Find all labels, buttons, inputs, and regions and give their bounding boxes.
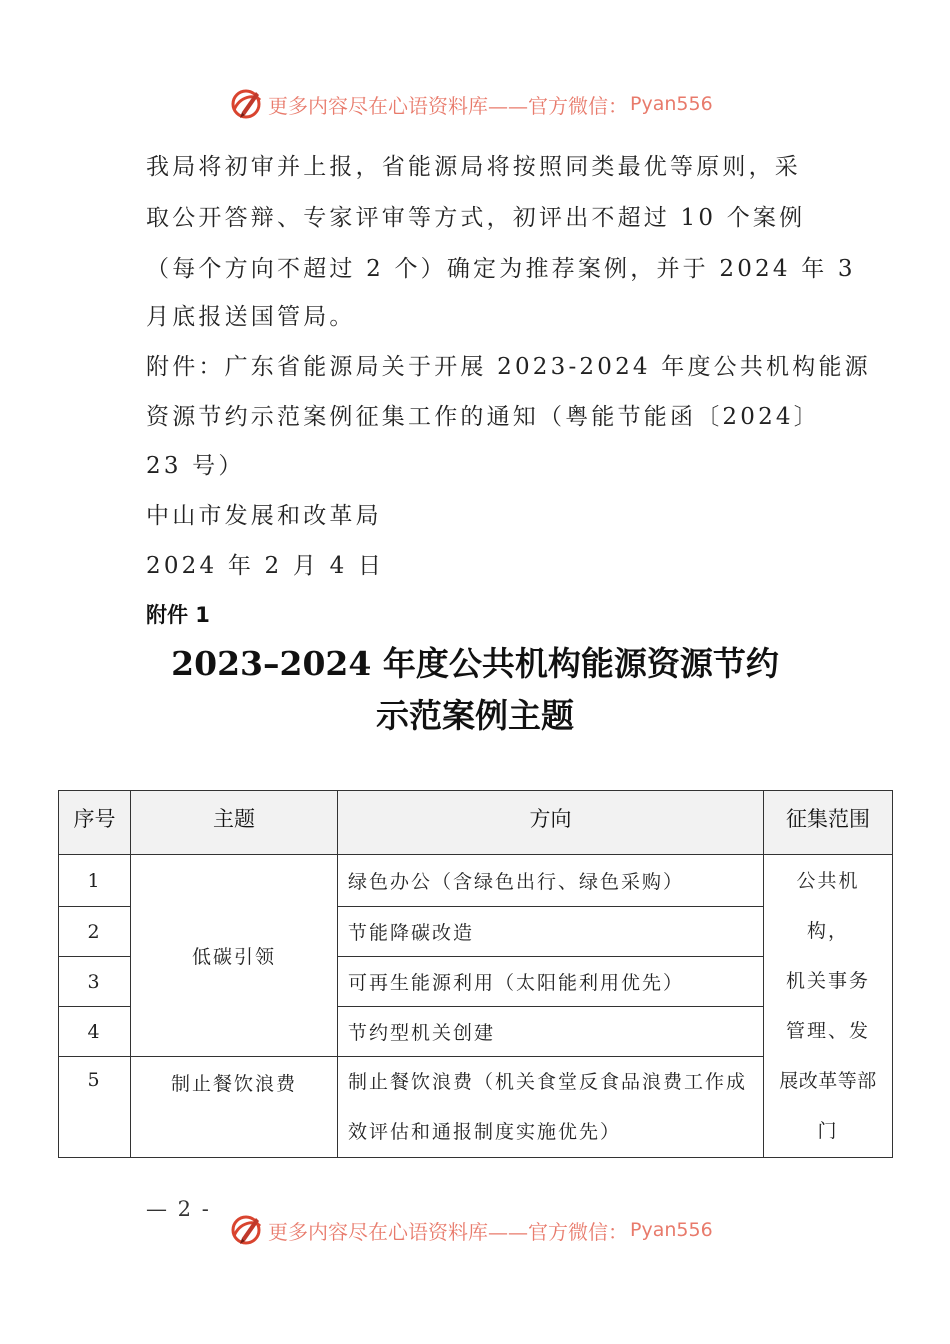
theme-food-waste: 制止餐饮浪费 xyxy=(131,1057,338,1158)
watermark-wechat-id: Pyan556 xyxy=(630,93,713,115)
scope-line: 管理、发 xyxy=(785,1020,870,1042)
pen-logo-icon xyxy=(228,1212,264,1248)
watermark-top xyxy=(228,84,713,124)
page-number: — 2 - xyxy=(146,1197,211,1221)
header-direction: 方向 xyxy=(338,791,764,855)
watermark-wechat-id: Pyan556 xyxy=(630,1219,713,1241)
themes-table xyxy=(58,790,893,1158)
row-number: 2 xyxy=(59,907,131,957)
row-number: 1 xyxy=(59,855,131,907)
pen-logo-icon xyxy=(228,86,264,122)
watermark-bottom xyxy=(228,1210,713,1250)
attachment-line: 23 号） xyxy=(146,453,245,479)
doc-title-line1: 2023–2024 年度公共机构能源资源节约 xyxy=(171,644,779,683)
doc-title-line2: 示范案例主题 xyxy=(376,696,574,735)
scope-line: 公共机 xyxy=(796,870,860,892)
row-direction: 节能降碳改造 xyxy=(338,907,764,957)
scope-line: 门 xyxy=(817,1120,839,1142)
scope-line: 机关事务 xyxy=(785,970,870,992)
annex-label: 附件 1 xyxy=(146,603,210,627)
attachment-line: 附件：广东省能源局关于开展 2023-2024 年度公共机构能源 xyxy=(146,354,871,380)
row-number: 5 xyxy=(59,1057,131,1158)
signature-org: 中山市发展和改革局 xyxy=(146,503,382,529)
body-line: 取公开答辩、专家评审等方式，初评出不超过 10 个案例 xyxy=(146,205,806,231)
scope-line: 展改革等部 xyxy=(779,1070,877,1092)
table-header-row xyxy=(59,791,893,855)
row-direction: 制止餐饮浪费（机关食堂反食品浪费工作成效评估和通报制度实施优先） xyxy=(338,1057,764,1158)
body-line: （每个方向不超过 2 个）确定为推荐案例，并于 2024 年 3 xyxy=(146,256,856,282)
table-row xyxy=(59,855,893,907)
watermark-text: 更多内容尽在心语资料库——官方微信： xyxy=(268,93,628,118)
row-direction: 可再生能源利用（太阳能利用优先） xyxy=(338,957,764,1007)
row-direction: 节约型机关创建 xyxy=(338,1007,764,1057)
scope-line: 构， xyxy=(806,920,849,942)
row-direction: 绿色办公（含绿色出行、绿色采购） xyxy=(338,855,764,907)
body-line: 我局将初审并上报，省能源局将按照同类最优等原则，采 xyxy=(146,154,801,180)
header-scope: 征集范围 xyxy=(764,791,893,855)
signature-date: 2024 年 2 月 4 日 xyxy=(146,553,385,579)
row-number: 3 xyxy=(59,957,131,1007)
theme-low-carbon: 低碳引领 xyxy=(131,855,338,1057)
attachment-line: 资源节约示范案例征集工作的通知（粤能节能函〔2024〕 xyxy=(146,404,820,430)
header-number: 序号 xyxy=(59,791,131,855)
scope-cell xyxy=(764,855,893,1158)
body-line: 月底报送国管局。 xyxy=(146,304,356,330)
row-number: 4 xyxy=(59,1007,131,1057)
watermark-text: 更多内容尽在心语资料库——官方微信： xyxy=(268,1219,628,1244)
header-theme: 主题 xyxy=(131,791,338,855)
